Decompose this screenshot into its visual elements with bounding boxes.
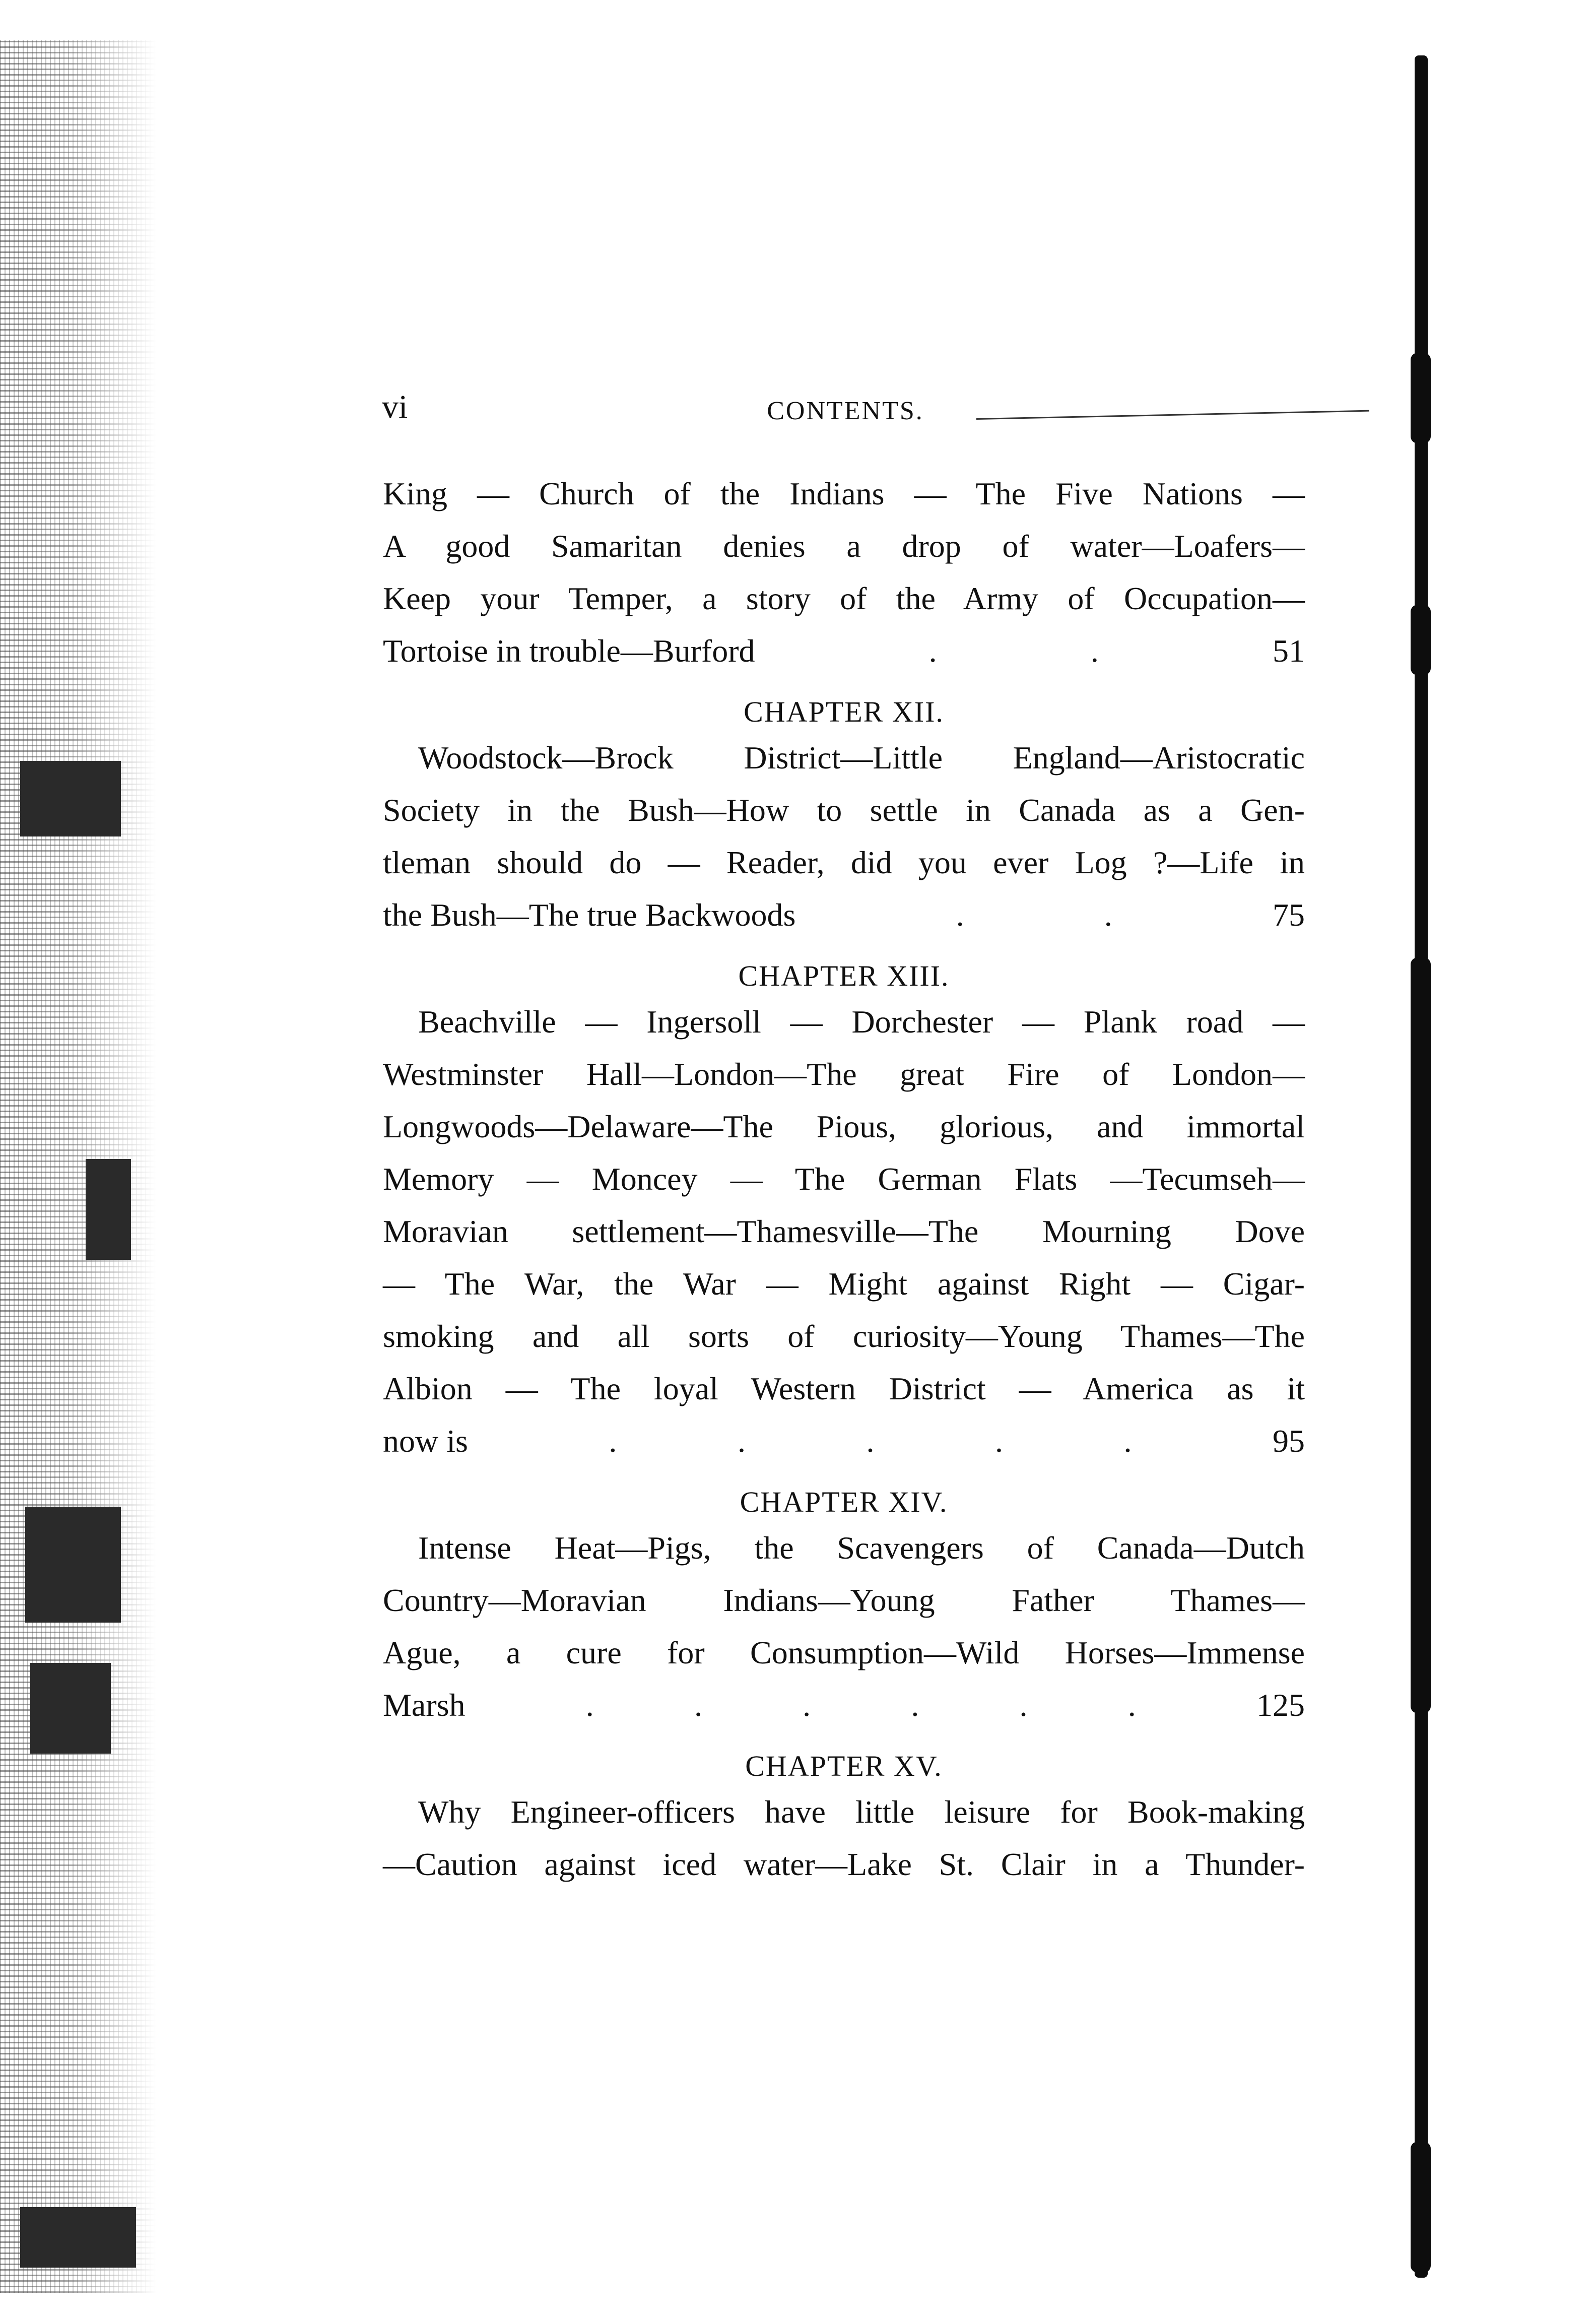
toc-line: Longwoods—Delaware—The Pious, glorious, and immortal [383,1109,1305,1144]
toc-line: Why Engineer-officers have little leisure for Book-making [418,1794,1305,1830]
scan-artifact-block [25,1507,121,1623]
dot-leaders: . . [956,897,1112,933]
toc-page-number: 51 [1273,633,1305,669]
scan-artifact-block [20,761,121,836]
toc-line: Intense Heat—Pigs, the Scavengers of Canada—Dutch [418,1530,1305,1566]
scan-artifact-block [30,1663,111,1754]
chapter-heading: CHAPTER XIII. [738,959,950,992]
scan-right-binding-edge [1411,2142,1431,2273]
scan-right-binding-edge [1411,353,1431,443]
toc-line: the Bush—The true Backwoods [383,897,796,933]
toc-last-line [383,1415,1305,1467]
toc-last-line [383,625,1305,677]
toc-page-number: 75 [1273,897,1305,933]
toc-entry-chapter-xv [383,1733,1305,1891]
toc-line: Country—Moravian Indians—Young Father Thames— [383,1582,1305,1618]
page-header [382,388,1309,433]
toc-line: Westminster Hall—London—The great Fire of London— [383,1056,1305,1092]
toc-line: Albion — The loyal Western District — America as it [383,1371,1305,1406]
toc-line: now is [383,1423,468,1459]
toc-last-line [383,889,1305,941]
toc-line: —Caution against iced water—Lake St. Clair in a Thunder- [383,1846,1305,1882]
page-number: vi [382,389,408,425]
dot-leaders: . . [928,633,1099,669]
scan-right-binding-edge [1411,957,1431,1713]
toc-line: smoking and all sorts of curiosity—Young Thames—The [383,1318,1305,1354]
chapter-heading: CHAPTER XV. [745,1750,943,1782]
toc-line: Ague, a cure for Consumption—Wild Horses—Immense [383,1635,1305,1670]
toc-entry-chapter-xiii [383,943,1305,1467]
toc-entry-chapter-xii [383,679,1305,941]
dot-leaders: . . . . . . [585,1687,1136,1723]
scan-left-edge-noise [0,40,156,2293]
toc-entry-chapter-xi [383,468,1305,677]
toc-line: King — Church of the Indians — The Five Nations — [383,476,1305,511]
toc-line: Moravian settlement—Thamesville—The Mourning Dove [383,1213,1305,1249]
chapter-heading: CHAPTER XII. [744,695,944,728]
toc-line: tleman should do — Reader, did you ever Log ?—Life in [383,845,1305,880]
toc-line: Keep your Temper, a story of the Army of Occupation— [383,581,1305,616]
toc-line: — The War, the War — Might against Right — Cigar- [383,1266,1305,1302]
toc-line: Marsh [383,1687,466,1723]
scan-right-binding-edge [1411,605,1431,675]
toc-line: Woodstock—Brock District—Little England—Aristocratic [418,740,1305,776]
scan-artifact-block [20,2207,136,2268]
toc-line: Beachville — Ingersoll — Dorchester — Plank road — [418,1004,1305,1040]
toc-page-number: 125 [1256,1687,1305,1723]
scan-artifact-block [86,1159,131,1260]
chapter-heading: CHAPTER XIV. [740,1486,948,1518]
toc-line: Society in the Bush—How to settle in Canada as a Gen- [383,792,1305,828]
toc-line: Memory — Moncey — The German Flats —Tecumseh— [383,1161,1305,1197]
toc-line: Tortoise in trouble—Burford [383,633,755,669]
toc-page-number: 95 [1273,1423,1305,1459]
dot-leaders: . . . . . [609,1423,1132,1459]
toc-line: A good Samaritan denies a drop of water—Loafers— [383,528,1305,564]
running-title: CONTENTS. [767,397,924,425]
contents-list [383,468,1305,1891]
toc-entry-chapter-xiv [383,1469,1305,1731]
toc-last-line [383,1679,1305,1731]
